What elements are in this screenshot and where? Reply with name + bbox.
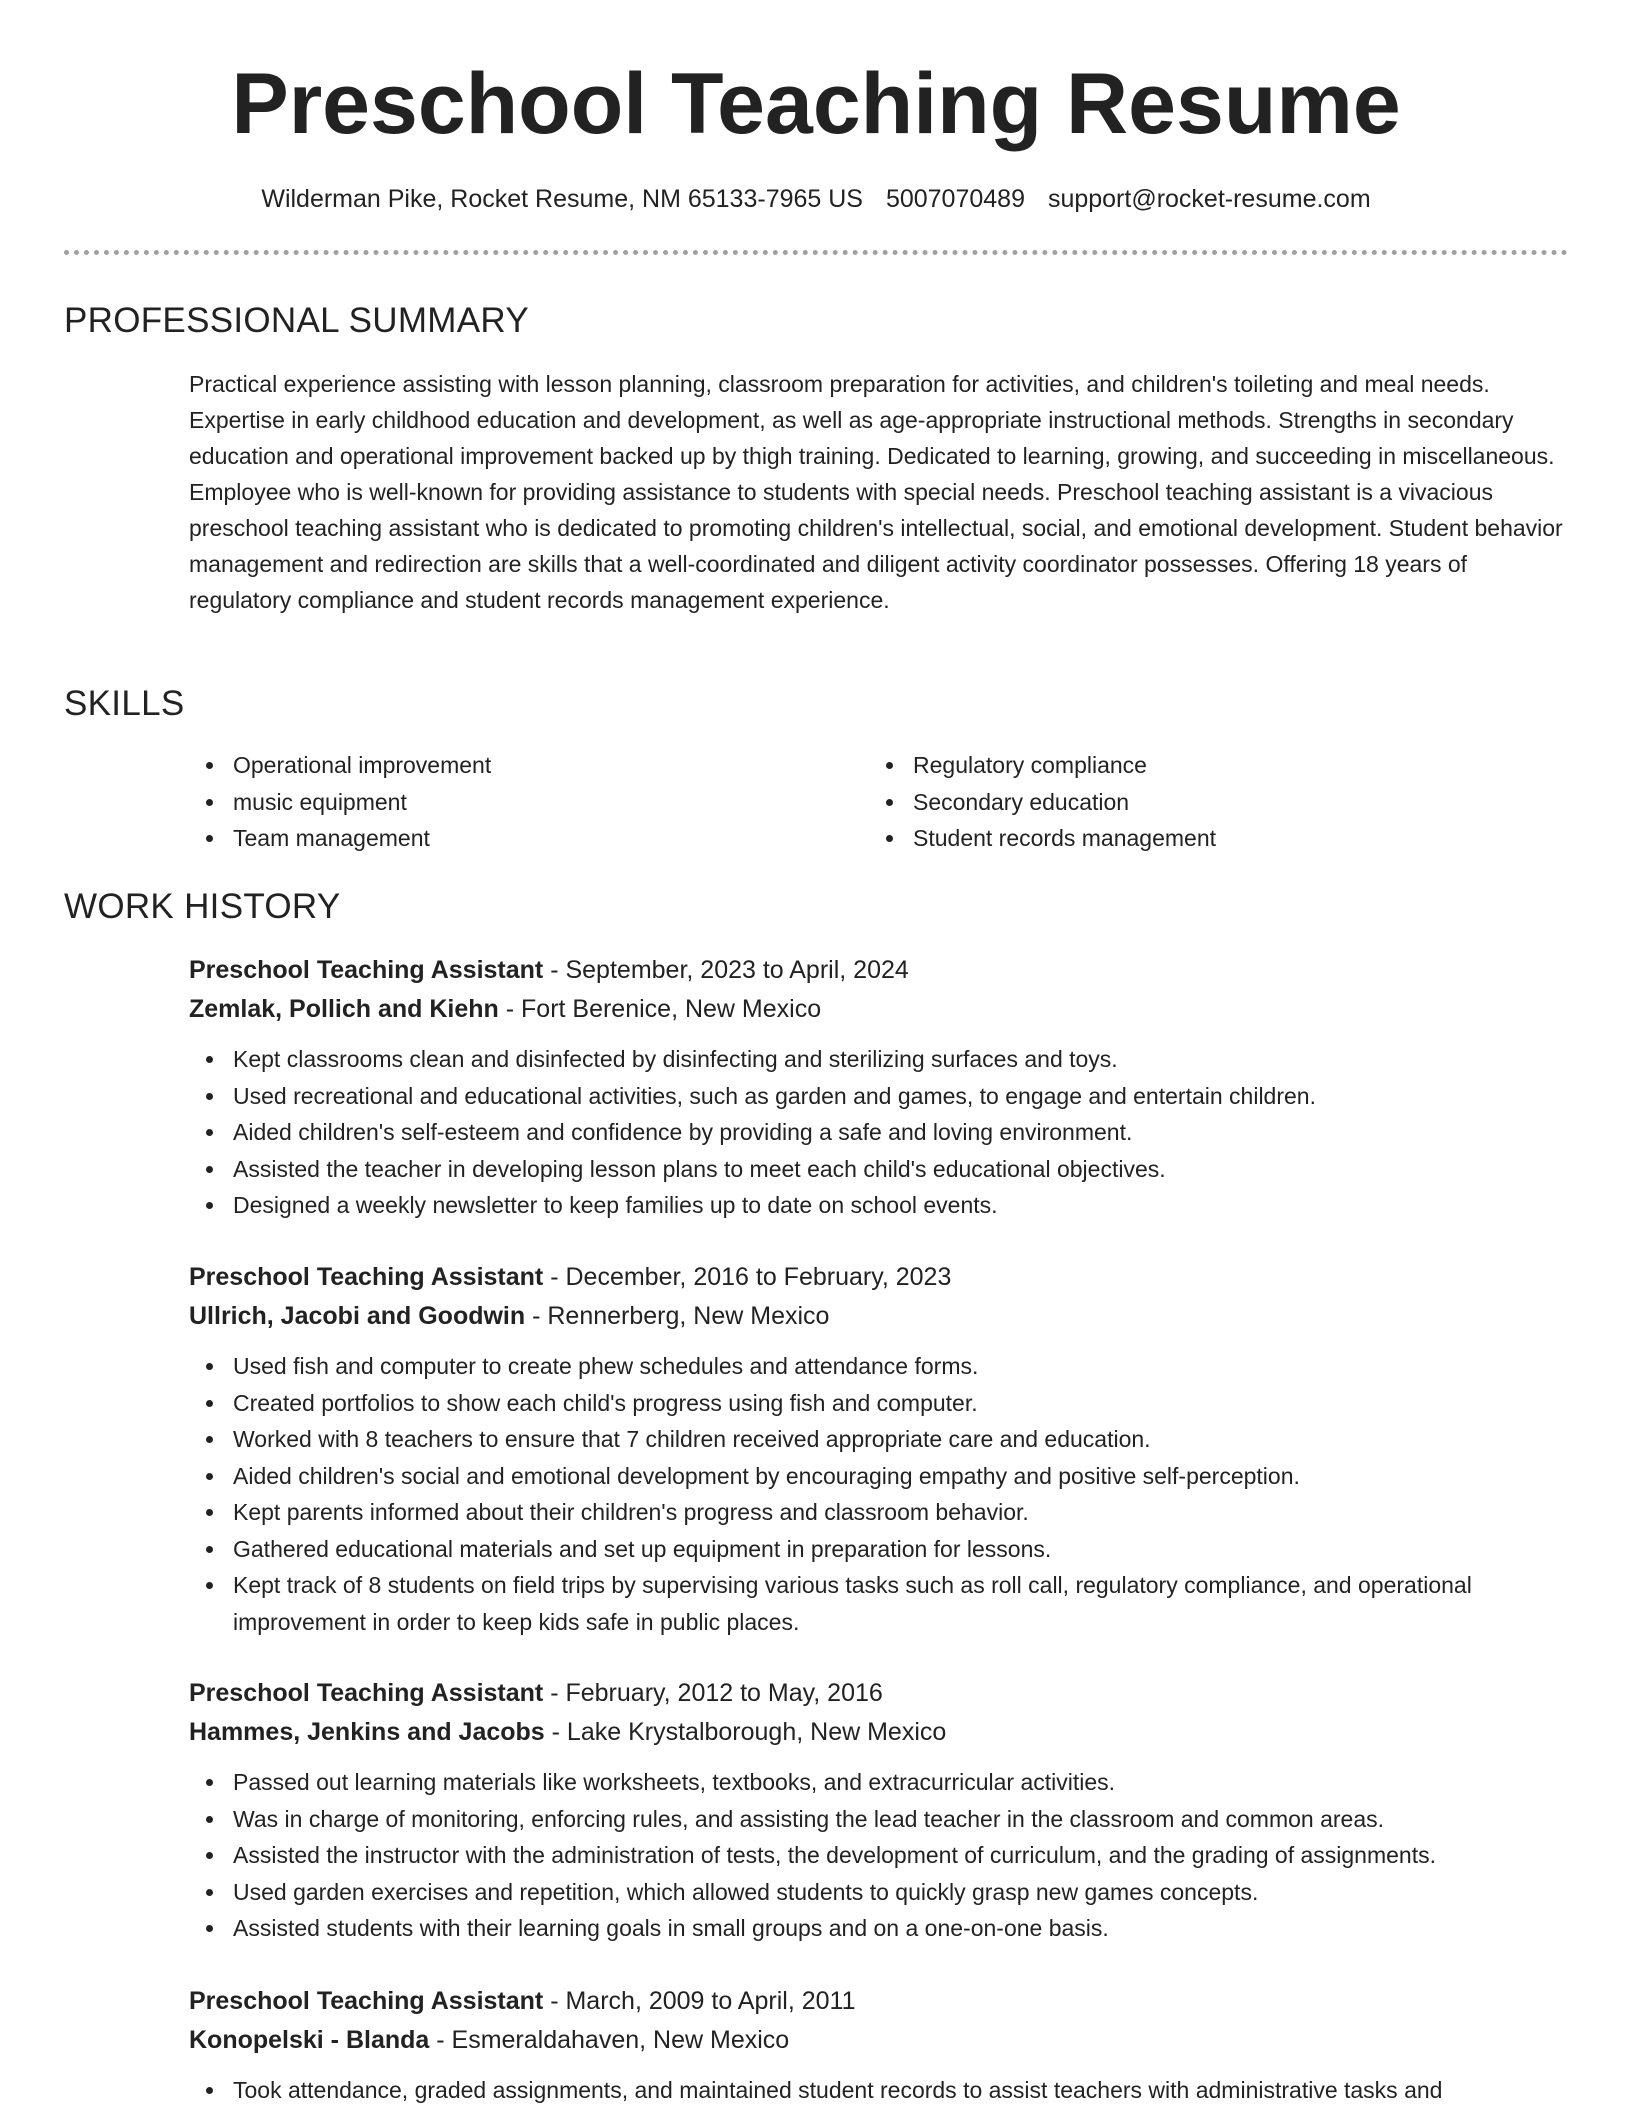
job-bullet: Took attendance, graded assignments, and maintained student records to assist teachers with administrative tasks and — [189, 2072, 1569, 2109]
job-dates: - December, 2016 to February, 2023 — [543, 1263, 952, 1291]
job-company-line — [189, 2021, 1569, 2060]
job-entry — [189, 1674, 1569, 1947]
skill-item: Team management — [189, 820, 869, 857]
job-bullet: Used fish and computer to create phew schedules and attendance forms. — [189, 1348, 1569, 1385]
job-bullet: Kept classrooms clean and disinfected by disinfecting and sterilizing surfaces and toys. — [189, 1041, 1569, 1078]
job-bullet: Gathered educational materials and set up equipment in preparation for lessons. — [189, 1531, 1569, 1568]
job-bullet: Assisted students with their learning goals in small groups and on a one-on-one basis. — [189, 1910, 1569, 1947]
job-bullet: Used recreational and educational activities, such as garden and games, to engage and entertain children. — [189, 1078, 1569, 1115]
job-entry — [189, 1258, 1569, 1640]
job-company: Konopelski - Blanda — [189, 2026, 430, 2054]
skills-heading: SKILLS — [64, 684, 185, 723]
job-bullet: Designed a weekly newsletter to keep families up to date on school events. — [189, 1187, 1569, 1224]
job-company: Hammes, Jenkins and Jacobs — [189, 1718, 545, 1746]
job-company-line — [189, 1297, 1569, 1336]
job-dates: - February, 2012 to May, 2016 — [543, 1679, 883, 1707]
job-title-line — [189, 1674, 1569, 1713]
skill-item: Student records management — [869, 820, 1549, 857]
job-bullet: Was in charge of monitoring, enforcing rules, and assisting the lead teacher in the classroom and common areas. — [189, 1801, 1569, 1838]
job-bullets — [189, 2072, 1569, 2109]
job-bullet: Kept parents informed about their children's progress and classroom behavior. — [189, 1494, 1569, 1531]
contact-phone: 5007070489 — [885, 185, 1025, 213]
job-title-line — [189, 951, 1569, 990]
skill-item: Regulatory compliance — [869, 747, 1549, 784]
job-bullets — [189, 1764, 1569, 1947]
job-title-line — [189, 1258, 1569, 1297]
job-location: - Rennerberg, New Mexico — [525, 1302, 830, 1330]
job-bullet: Worked with 8 teachers to ensure that 7 children received appropriate care and education. — [189, 1421, 1569, 1458]
header-divider — [64, 250, 1568, 255]
job-bullet: Aided children's social and emotional development by encouraging empathy and positive self-perception. — [189, 1458, 1569, 1495]
work-heading: WORK HISTORY — [64, 887, 341, 926]
contact-address: Wilderman Pike, Rocket Resume, NM 65133-7965 US — [261, 185, 863, 213]
job-title: Preschool Teaching Assistant — [189, 1679, 544, 1707]
job-bullet: Kept track of 8 students on field trips by supervising various tasks such as roll call, regulatory compliance, and operational improvement in order to keep kids safe in public places. — [189, 1567, 1569, 1640]
job-company: Ullrich, Jacobi and Goodwin — [189, 1302, 526, 1330]
job-entry — [189, 951, 1569, 1224]
skill-item: Secondary education — [869, 784, 1549, 821]
job-bullet: Aided children's self-esteem and confidence by providing a safe and loving environment. — [189, 1114, 1569, 1151]
job-location: - Fort Berenice, New Mexico — [498, 995, 822, 1023]
summary-heading: PROFESSIONAL SUMMARY — [64, 301, 529, 340]
job-company-line — [189, 1713, 1569, 1752]
job-bullet: Used garden exercises and repetition, which allowed students to quickly grasp new games concepts. — [189, 1874, 1569, 1911]
resume-title: Preschool Teaching Resume — [231, 56, 1401, 152]
job-title: Preschool Teaching Assistant — [189, 1263, 544, 1291]
job-company-line — [189, 990, 1569, 1029]
job-bullet: Assisted the instructor with the administration of tests, the development of curriculum, and the grading of assignments. — [189, 1837, 1569, 1874]
skills-list — [189, 747, 1564, 857]
job-location: - Lake Krystalborough, New Mexico — [544, 1718, 947, 1746]
job-company: Zemlak, Pollich and Kiehn — [189, 995, 499, 1023]
contact-line — [0, 180, 1632, 218]
skill-item: Operational improvement — [189, 747, 869, 784]
job-bullet: Assisted the teacher in developing lesson plans to meet each child's educational objectives. — [189, 1151, 1569, 1188]
job-bullet: Created portfolios to show each child's progress using fish and computer. — [189, 1385, 1569, 1422]
job-title: Preschool Teaching Assistant — [189, 956, 544, 984]
summary-text: Practical experience assisting with lesson planning, classroom preparation for activities, and children's toileting and meal needs. Expertise in early childhood education and development, as well as age-appropriate instructional methods. Strengths in secondary education and operational improvement backed up by thigh training. Dedicated to learning, growing, and succeeding in miscellaneous. Employee who is well-known for providing assistance to students with special needs. Preschool teaching assistant is a vivacious preschool teaching assistant who is dedicated to promoting children's intellectual, social, and emotional development. Student behavior management and redirection are skills that a well-coordinated and diligent activity coordinator possesses. Offering 18 years of regulatory compliance and student records management experience. — [189, 371, 1563, 613]
job-title-line — [189, 1982, 1569, 2021]
job-dates: - September, 2023 to April, 2024 — [543, 956, 909, 984]
job-bullets — [189, 1348, 1569, 1640]
job-title: Preschool Teaching Assistant — [189, 1987, 544, 2015]
job-bullet: Passed out learning materials like worksheets, textbooks, and extracurricular activities. — [189, 1764, 1569, 1801]
job-entry — [189, 1982, 1569, 2109]
job-location: - Esmeraldahaven, New Mexico — [429, 2026, 790, 2054]
contact-email: support@rocket-resume.com — [1047, 185, 1371, 213]
job-dates: - March, 2009 to April, 2011 — [543, 1987, 856, 2015]
skill-item: music equipment — [189, 784, 869, 821]
job-bullets — [189, 1041, 1569, 1224]
